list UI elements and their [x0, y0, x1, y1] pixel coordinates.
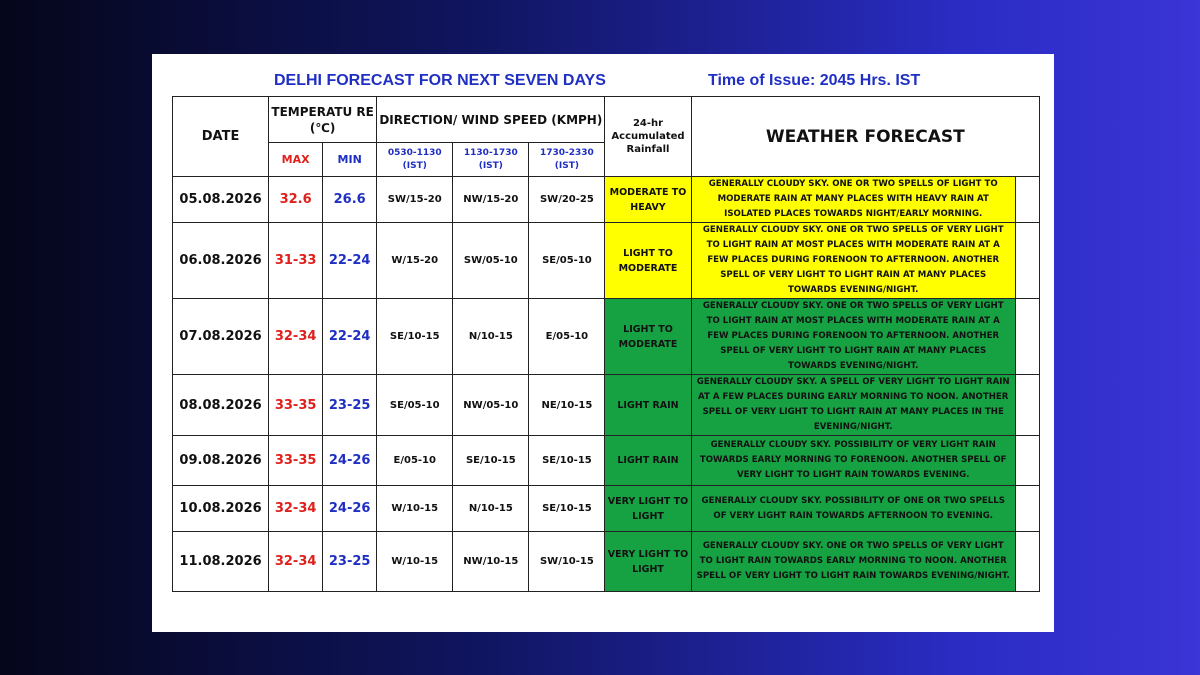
row-wind-morning: SW/15-20 [377, 177, 453, 223]
forecast-row [173, 486, 1040, 532]
forecast-row [173, 375, 1040, 436]
header-rainfall: 24-hr Accumulated Rainfall [605, 97, 691, 177]
row-wind-evening: SE/10-15 [529, 436, 605, 486]
row-rainfall: LIGHT RAIN [605, 436, 691, 486]
row-forecast: GENERALLY CLOUDY SKY. ONE OR TWO SPELLS OF VERY LIGHT TO LIGHT RAIN AT MOST PLACES WITH MODERATE RAIN AT A FEW PLACES DURING FORENOON TO AFTERNOON. ANOTHER SPELL OF VERY LIGHT TO LIGHT RAIN AT MANY PLACES TOWARDS EVENING/NIGHT. [691, 223, 1015, 299]
header-forecast: WEATHER FORECAST [691, 97, 1039, 177]
forecast-row [173, 177, 1040, 223]
row-min-temp: 23-25 [323, 532, 377, 592]
forecast-row [173, 436, 1040, 486]
forecast-row [173, 532, 1040, 592]
row-forecast: GENERALLY CLOUDY SKY. ONE OR TWO SPELLS OF VERY LIGHT TO LIGHT RAIN AT MOST PLACES WITH MODERATE RAIN AT A FEW PLACES DURING FORENOON TO AFTERNOON. ANOTHER SPELL OF VERY LIGHT TO LIGHT RAIN AT MANY PLACES TOWARDS EVENING/NIGHT. [691, 299, 1015, 375]
header-temperature: TEMPERATU RE (℃) [269, 97, 377, 143]
issue-time: Time of Issue: 2045 Hrs. IST [708, 72, 921, 89]
row-spare-cell [1015, 486, 1039, 532]
row-forecast: GENERALLY CLOUDY SKY. A SPELL OF VERY LIGHT TO LIGHT RAIN AT A FEW PLACES DURING EARLY MORNING TO NOON. ANOTHER SPELL OF VERY LIGHT TO LIGHT RAIN AT MANY PLACES IN THE EVENING/NIGHT. [691, 375, 1015, 436]
row-spare-cell [1015, 436, 1039, 486]
row-min-temp: 24-26 [323, 436, 377, 486]
row-spare-cell [1015, 223, 1039, 299]
row-wind-afternoon: NW/10-15 [453, 532, 529, 592]
row-date: 07.08.2026 [173, 299, 269, 375]
row-min-temp: 23-25 [323, 375, 377, 436]
header-wind: DIRECTION/ WIND SPEED (KMPH) [377, 97, 605, 143]
row-rainfall: LIGHT RAIN [605, 375, 691, 436]
row-date: 11.08.2026 [173, 532, 269, 592]
row-min-temp: 26.6 [323, 177, 377, 223]
row-rainfall: LIGHT TO MODERATE [605, 223, 691, 299]
row-wind-morning: W/15-20 [377, 223, 453, 299]
row-wind-morning: SE/10-15 [377, 299, 453, 375]
row-wind-afternoon: NW/05-10 [453, 375, 529, 436]
row-rainfall: VERY LIGHT TO LIGHT [605, 486, 691, 532]
header-slot-evening: 1730-2330 (IST) [529, 143, 605, 177]
row-min-temp: 22-24 [323, 223, 377, 299]
row-max-temp: 32-34 [269, 486, 323, 532]
row-wind-morning: W/10-15 [377, 486, 453, 532]
row-date: 05.08.2026 [173, 177, 269, 223]
row-wind-evening: SW/20-25 [529, 177, 605, 223]
row-date: 09.08.2026 [173, 436, 269, 486]
forecast-row [173, 223, 1040, 299]
row-wind-morning: E/05-10 [377, 436, 453, 486]
row-wind-afternoon: N/10-15 [453, 299, 529, 375]
row-wind-evening: SE/05-10 [529, 223, 605, 299]
row-rainfall: LIGHT TO MODERATE [605, 299, 691, 375]
row-min-temp: 24-26 [323, 486, 377, 532]
row-max-temp: 32.6 [269, 177, 323, 223]
header-date: DATE [173, 97, 269, 177]
forecast-table [172, 96, 1040, 592]
header-max: MAX [269, 143, 323, 177]
row-rainfall: MODERATE TO HEAVY [605, 177, 691, 223]
row-date: 10.08.2026 [173, 486, 269, 532]
row-max-temp: 33-35 [269, 375, 323, 436]
row-wind-morning: W/10-15 [377, 532, 453, 592]
row-wind-afternoon: N/10-15 [453, 486, 529, 532]
row-wind-morning: SE/05-10 [377, 375, 453, 436]
row-date: 08.08.2026 [173, 375, 269, 436]
row-spare-cell [1015, 532, 1039, 592]
row-min-temp: 22-24 [323, 299, 377, 375]
row-rainfall: VERY LIGHT TO LIGHT [605, 532, 691, 592]
row-forecast: GENERALLY CLOUDY SKY. POSSIBILITY OF ONE OR TWO SPELLS OF VERY LIGHT RAIN TOWARDS AFTERNOON TO EVENING. [691, 486, 1015, 532]
forecast-title: DELHI FORECAST FOR NEXT SEVEN DAYS [274, 72, 606, 89]
forecast-sheet [152, 54, 1054, 632]
row-spare-cell [1015, 375, 1039, 436]
row-wind-afternoon: SE/10-15 [453, 436, 529, 486]
forecast-row [173, 299, 1040, 375]
row-wind-evening: SW/10-15 [529, 532, 605, 592]
row-wind-afternoon: NW/15-20 [453, 177, 529, 223]
row-spare-cell [1015, 299, 1039, 375]
row-date: 06.08.2026 [173, 223, 269, 299]
row-spare-cell [1015, 177, 1039, 223]
row-wind-evening: E/05-10 [529, 299, 605, 375]
row-forecast: GENERALLY CLOUDY SKY. POSSIBILITY OF VERY LIGHT RAIN TOWARDS EARLY MORNING TO FORENOON. ANOTHER SPELL OF VERY LIGHT TO LIGHT RAIN TOWARDS EVENING. [691, 436, 1015, 486]
row-max-temp: 32-34 [269, 532, 323, 592]
header-min: MIN [323, 143, 377, 177]
row-max-temp: 32-34 [269, 299, 323, 375]
row-max-temp: 31-33 [269, 223, 323, 299]
row-forecast: GENERALLY CLOUDY SKY. ONE OR TWO SPELLS OF VERY LIGHT TO LIGHT RAIN TOWARDS EARLY MORNING TO NOON. ANOTHER SPELL OF VERY LIGHT TO LIGHT RAIN TOWARDS EVENING/NIGHT. [691, 532, 1015, 592]
row-wind-evening: SE/10-15 [529, 486, 605, 532]
row-forecast: GENERALLY CLOUDY SKY. ONE OR TWO SPELLS OF LIGHT TO MODERATE RAIN AT MANY PLACES WITH HEAVY RAIN AT ISOLATED PLACES TOWARDS NIGHT/EARLY MORNING. [691, 177, 1015, 223]
row-wind-evening: NE/10-15 [529, 375, 605, 436]
header-slot-afternoon: 1130-1730 (IST) [453, 143, 529, 177]
row-wind-afternoon: SW/05-10 [453, 223, 529, 299]
header-slot-morning: 0530-1130 (IST) [377, 143, 453, 177]
row-max-temp: 33-35 [269, 436, 323, 486]
